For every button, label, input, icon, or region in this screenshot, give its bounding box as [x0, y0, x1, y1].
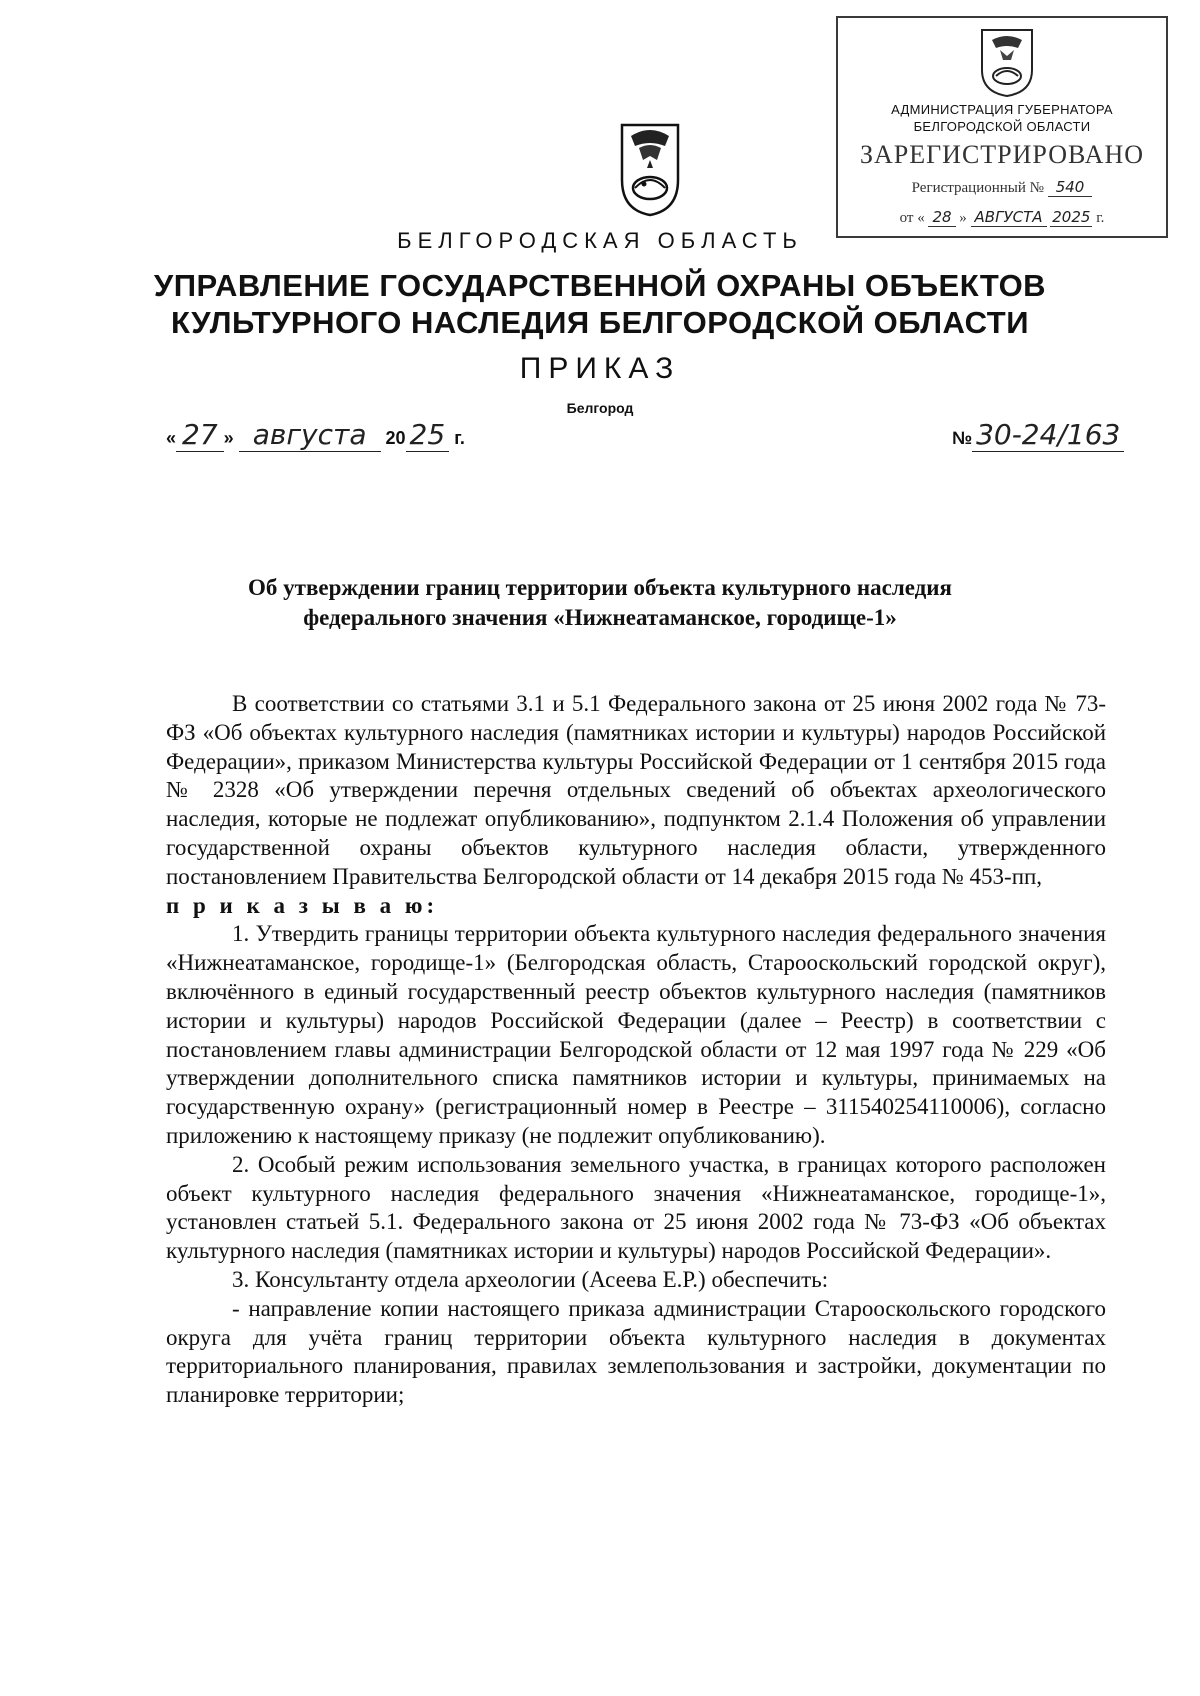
item-1-paragraph: 1. Утвердить границы территории объекта культурного наследия федерального значения «Нижнеатаманское, городище-1» (Белгородская область, Старооскольский городской округ), включённого в единый государственный реестр объектов культурного наследия (памятников истории и культуры) народов Российской Федерации (далее – Реестр) в соответствии с постановлением главы администрации Белгородской области от 12 мая 1997 года № 229 «Об утверждении дополнительного списка памятников истории и культуры, принимаемых на государственную охрану» (регистрационный номер в Реестре – 311540254110006), согласно приложению к настоящему приказу (не подлежит опубликованию). — [166, 921, 1106, 1148]
date-open-quote: « — [166, 428, 177, 448]
document-title-line1: Об утверждении границ территории объекта культурного наследия — [248, 575, 952, 600]
date-close-quote: » — [223, 428, 234, 448]
number-label: № — [952, 428, 973, 448]
year-suffix: 25 — [406, 418, 450, 452]
stamp-date-prefix: от « — [899, 210, 925, 226]
order-date — [166, 418, 465, 451]
stamp-status: ЗАРЕГИСТРИРОВАНО — [860, 140, 1144, 169]
stamp-date-year: 2025 — [1052, 208, 1091, 226]
stamp-date-suffix: г. — [1096, 210, 1105, 226]
org-name-line1: УПРАВЛЕНИЕ ГОСУДАРСТВЕННОЙ ОХРАНЫ ОБЪЕКТОВ — [153, 268, 1047, 303]
registration-stamp — [836, 16, 1168, 238]
stamp-date-day: 28 — [928, 208, 955, 227]
document-body — [166, 690, 1106, 1410]
coat-of-arms-icon — [619, 122, 681, 218]
stamp-org-line1: АДМИНИСТРАЦИЯ ГУБЕРНАТОРА — [891, 102, 1113, 117]
year-g: г. — [454, 428, 465, 448]
preamble-paragraph: В соответствии со статьями 3.1 и 5.1 Федерального закона от 25 июня 2002 года № 73-ФЗ «Об объектах культурного наследия (памятниках истории и культуры) народов Российской Федерации», приказом Министерства культуры Российской Федерации от 1 сентября 2015 года № 2328 «Об утверждении перечня отдельных сведений об объектах археологического наследия, которые не подлежат опубликованию», подпунктом 2.1.4 Положения об управлении государственной охраны объектов культурного наследия области, утвержденного постановлением Правительства Белгородской области от 14 декабря 2015 года № 453-пп, — [166, 691, 1106, 889]
stamp-date-month: АВГУСТА — [971, 208, 1047, 227]
region-name: БЕЛГОРОДСКАЯ ОБЛАСТЬ — [397, 228, 803, 253]
org-name-line2: КУЛЬТУРНОГО НАСЛЕДИЯ БЕЛГОРОДСКОЙ ОБЛАСТИ — [171, 305, 1029, 340]
document-title-line2: федерального значения «Нижнеатаманское, городище-1» — [303, 605, 897, 630]
stamp-reg-line — [838, 178, 1166, 197]
stamp-org-line2: БЕЛГОРОДСКОЙ ОБЛАСТИ — [913, 119, 1091, 134]
stamp-reg-number: 540 — [1048, 178, 1093, 197]
order-word-paragraph — [166, 892, 1106, 921]
item-2-paragraph: 2. Особый режим использования земельного участка, в границах которого расположен объект культурного наследия федерального значения «Нижнеатаманское, городище-1», установлен статьей 5.1. Федерального закона от 25 июня 2002 года № 73-ФЗ «Об объектах культурного наследия (памятниках истории и культуры) народов Российской Федерации». — [166, 1151, 1106, 1264]
stamp-date-mid: » — [959, 210, 967, 226]
number-value: 30-24/163 — [972, 418, 1124, 452]
order-number — [952, 418, 1124, 451]
order-word: п р и к а з ы в а ю: — [166, 892, 439, 918]
year-prefix: 20 — [385, 428, 406, 448]
city: Белгород — [566, 400, 634, 416]
date-month: августа — [239, 418, 381, 452]
stamp-date-line — [838, 208, 1166, 227]
date-day: 27 — [176, 418, 224, 452]
stamp-reg-label: Регистрационный № — [911, 180, 1044, 196]
coat-of-arms-icon — [978, 26, 1036, 98]
item-3-paragraph: 3. Консультанту отдела археологии (Асеева Е.Р.) обеспечить: — [232, 1266, 829, 1292]
item-3-sub-1-paragraph: - направление копии настоящего приказа администрации Старооскольского городского округа для учёта границ территории объекта культурного наследия в документах территориального планирования, правилах землепользования и застройки, документации по планировке территории; — [166, 1295, 1106, 1408]
document-type: ПРИКАЗ — [519, 352, 681, 385]
